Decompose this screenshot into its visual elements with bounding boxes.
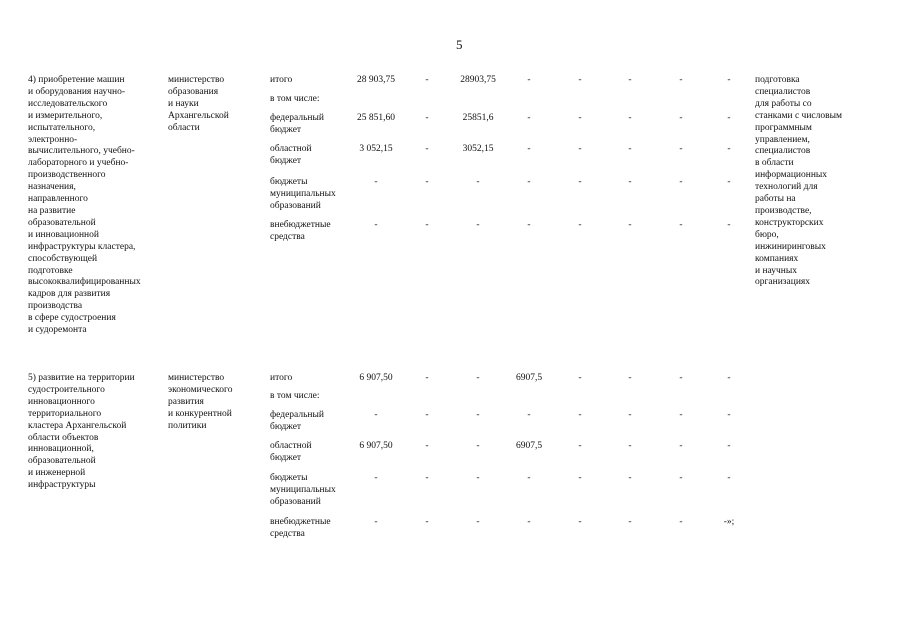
value-cell: -	[578, 75, 582, 85]
value-cell: -	[578, 220, 582, 230]
value-cell: -	[425, 373, 429, 383]
value-cell: -	[628, 144, 632, 154]
value-cell: -	[727, 75, 731, 85]
value-cell: -	[727, 177, 731, 187]
value-cell: -	[527, 144, 531, 154]
value-cell: 28903,75	[460, 75, 496, 85]
source-label: федеральный бюджет	[270, 113, 324, 135]
value-cell: -	[727, 220, 731, 230]
value-cell: -	[727, 144, 731, 154]
value-cell: -	[727, 473, 731, 483]
value-cell: -	[679, 441, 683, 451]
executor-5-text: министерство экономического развития и конкурентной политики	[168, 373, 233, 431]
value-cell: -	[425, 517, 429, 527]
value-cell: -	[527, 220, 531, 230]
value-cell: -	[578, 441, 582, 451]
value-cell: 3 052,15	[359, 144, 393, 154]
value-cell: -	[425, 144, 429, 154]
value-cell: -	[425, 473, 429, 483]
value-cell: -	[527, 517, 531, 527]
value-cell: -	[425, 113, 429, 123]
value-cell: -	[578, 113, 582, 123]
value-cell: 6 907,50	[359, 441, 393, 451]
value-cell: -	[727, 410, 731, 420]
value-cell: -	[527, 75, 531, 85]
value-cell: -	[628, 473, 632, 483]
value-cell: -	[628, 177, 632, 187]
value-cell: -	[476, 177, 480, 187]
source-label: в том числе:	[270, 391, 320, 401]
value-cell: -	[679, 220, 683, 230]
value-cell: -	[727, 113, 731, 123]
value-cell: 25 851,60	[357, 113, 395, 123]
value-cell: -	[578, 373, 582, 383]
value-cell: -	[374, 220, 378, 230]
value-cell: -	[476, 473, 480, 483]
value-cell: -	[476, 441, 480, 451]
value-cell: -	[679, 373, 683, 383]
value-cell: -	[679, 113, 683, 123]
value-cell: -	[628, 373, 632, 383]
value-cell: -	[628, 113, 632, 123]
source-label: областной бюджет	[270, 441, 312, 463]
value-cell: 6 907,50	[359, 373, 393, 383]
value-cell: -	[425, 75, 429, 85]
value-cell: -	[425, 177, 429, 187]
value-cell: -	[578, 177, 582, 187]
value-cell: -	[527, 410, 531, 420]
value-cell: -	[374, 473, 378, 483]
value-cell: 6907,5	[515, 441, 543, 451]
value-cell: -	[374, 410, 378, 420]
value-cell: -	[628, 441, 632, 451]
value-cell: -	[476, 517, 480, 527]
value-cell: -	[527, 113, 531, 123]
value-cell: -	[727, 441, 731, 451]
value-cell: -	[578, 410, 582, 420]
source-label: бюджеты муниципальных образований	[270, 177, 336, 211]
value-cell: 28 903,75	[357, 75, 395, 85]
result-4-text: подготовка специалистов для работы со станками с числовым программным управлением, специалистов в области информационных технологий для работы на производстве, конструкторских бюро, инжиниринговых компаниях и научных организациях	[755, 75, 842, 288]
value-cell: -	[425, 220, 429, 230]
value-cell: -	[578, 473, 582, 483]
value-cell: 25851,6	[462, 113, 494, 123]
value-cell: -	[425, 410, 429, 420]
value-cell: -	[679, 144, 683, 154]
value-cell: -	[578, 517, 582, 527]
value-cell: -	[679, 517, 683, 527]
source-label: бюджеты муниципальных образований	[270, 473, 336, 507]
value-cell: -	[679, 473, 683, 483]
source-label: в том числе:	[270, 94, 320, 104]
value-cell: -	[679, 75, 683, 85]
activity-4-text: 4) приобретение машин и оборудования научно- исследовательского и измерительного, испытательного, электронно- вычислительного, учебно- лабораторного и учебно- производственного назначения, направленного на развитие образовательной и инновационной инфраструктуры кластера, способствующей подготовке высококвалифицированных кадров для развития производства в сфере судостроения и судоремонта	[28, 75, 141, 336]
value-cell: -	[628, 410, 632, 420]
value-cell: -	[628, 75, 632, 85]
value-cell: -	[679, 177, 683, 187]
value-cell: -»;	[723, 517, 735, 527]
value-cell: -	[679, 410, 683, 420]
value-cell: -	[476, 410, 480, 420]
source-label: внебюджетные средства	[270, 517, 331, 539]
value-cell: -	[476, 220, 480, 230]
value-cell: -	[527, 177, 531, 187]
value-cell: -	[374, 517, 378, 527]
source-label: федеральный бюджет	[270, 410, 324, 432]
executor-4-text: министерство образования и науки Архангельской области	[168, 75, 229, 133]
value-cell: -	[374, 177, 378, 187]
source-label: итого	[270, 373, 293, 383]
value-cell: -	[578, 144, 582, 154]
value-cell: 3052,15	[462, 144, 494, 154]
page-number: 5	[456, 37, 463, 52]
value-cell: -	[628, 517, 632, 527]
value-cell: -	[727, 373, 731, 383]
activity-5-text: 5) развитие на территории судостроительного инновационного территориального кластера Архангельской области объектов инновационной, образовательной и инженерной инфраструктуры	[28, 373, 135, 491]
value-cell: -	[425, 441, 429, 451]
source-label: внебюджетные средства	[270, 220, 331, 242]
value-cell: -	[628, 220, 632, 230]
value-cell: 6907,5	[515, 373, 543, 383]
value-cell: -	[527, 473, 531, 483]
source-label: областной бюджет	[270, 144, 312, 166]
value-cell: -	[476, 373, 480, 383]
source-label: итого	[270, 75, 293, 85]
